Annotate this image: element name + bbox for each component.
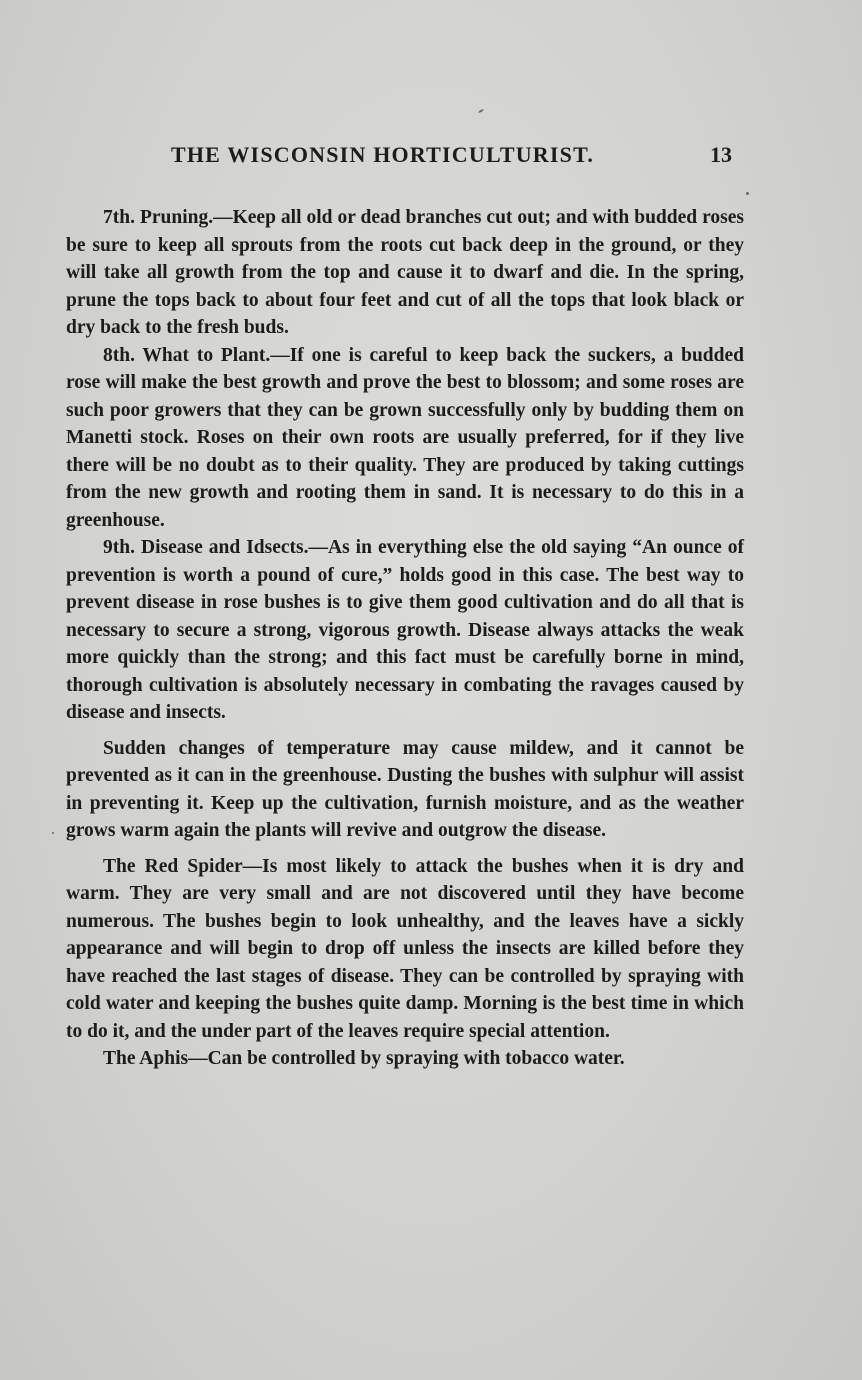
page-header xyxy=(64,142,754,174)
paragraph-aphis: The Aphis—Can be controlled by spraying with tobacco water. xyxy=(103,1048,625,1069)
running-head: THE WISCONSIN HORTICULTURIST. xyxy=(171,142,595,167)
paragraph-pruning: 7th. Pruning.—Keep all old or dead branches cut out; and with budded roses be sure to keep all sprouts from the roots cut back deep in the ground, or they will take all growth from the top and cause it to dwarf and die. In the spring, prune the tops back to about four feet and cut of all the tops that look black or dry back to the fresh buds. xyxy=(66,207,744,338)
paragraph-what-to-plant: 8th. What to Plant.—If one is careful to keep back the suckers, a budded rose will make the best growth and prove the best to blossom; and some roses are such poor growers that they can be grown successfully only by budding them on Manetti stock. Roses on their own roots are usually preferred, for if they live there will be no doubt as to their quality. They are produced by taking cuttings from the new growth and rooting them in sand. It is necessary to do this in a greenhouse. xyxy=(66,344,744,531)
paper-speck xyxy=(52,832,54,834)
paragraph-red-spider: The Red Spider—Is most likely to attack the bushes when it is dry and warm. They are very small and are not discovered until they have become numerous. The bushes begin to look unhealthy, and the leaves have a sickly appearance and will begin to drop off unless the insects are killed before they have reached the last stages of disease. They can be controlled by spraying with cold water and keeping the bushes quite damp. Morning is the best time in which to do it, and the under part of the leaves require special attention. xyxy=(66,855,744,1042)
paragraph-disease-and-insects: 9th. Disease and Idsects.—As in everything else the old saying “An ounce of prevention is worth a pound of cure,” holds good in this case. The best way to prevent disease in rose bushes is to give them good cultivation and do all that is necessary to secure a strong, vigorous growth. Disease always attacks the weak more quickly than the strong; and this fact must be carefully borne in mind, thorough cultivation is absolutely necessary in combating the ravages caused by disease and insects. xyxy=(66,537,744,723)
body-text xyxy=(66,204,744,1073)
paper-speck xyxy=(746,192,749,195)
paper-speck xyxy=(478,109,484,114)
page-number: 13 xyxy=(710,142,732,167)
paragraph-mildew: Sudden changes of temperature may cause mildew, and it cannot be prevented as it can in the greenhouse. Dusting the bushes with sulphur will assist in preventing it. Keep up the cultivation, furnish moisture, and as the weather grows warm again the plants will revive and outgrow the disease. xyxy=(66,737,744,841)
